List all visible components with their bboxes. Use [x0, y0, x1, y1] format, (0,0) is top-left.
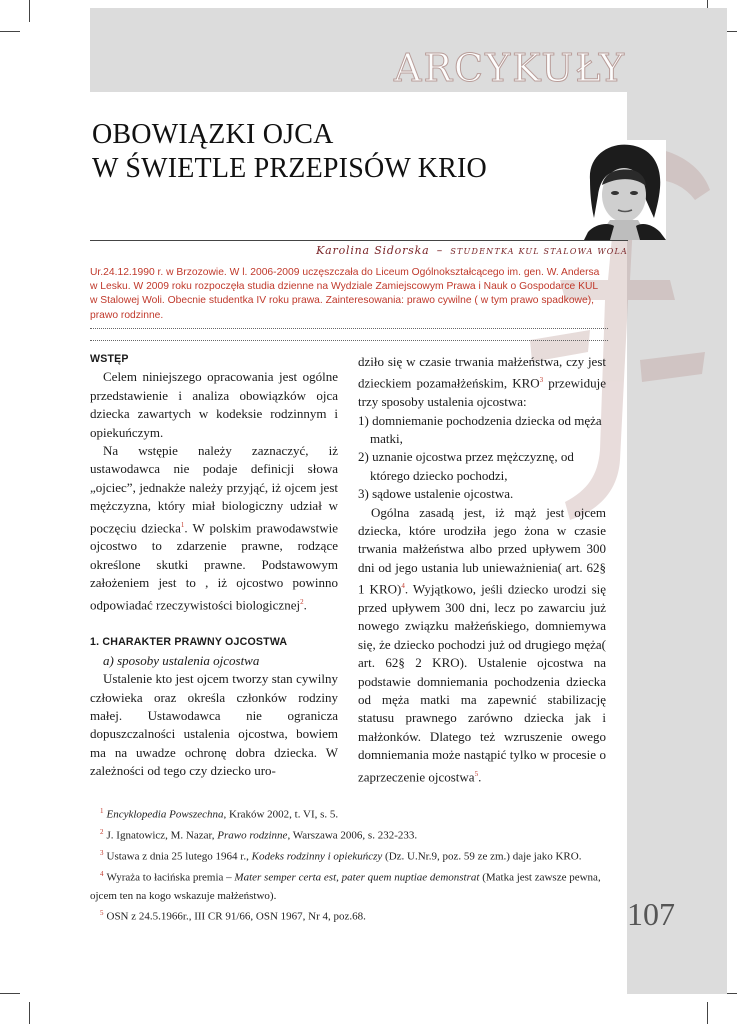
text-run: .	[303, 596, 307, 612]
footnote-italic: Kodeks rodzinny i opiekuńczy	[251, 850, 383, 863]
footnote	[90, 824, 608, 845]
crop-mark	[707, 1002, 708, 1024]
author-name: Karolina Sidorska	[316, 244, 430, 257]
footnote-text: (Matka jest zawsze pewna, ojcem ten na kogo wskazuje małżeństwo).	[90, 872, 601, 902]
footnote-text: , Kraków 2002, t. VI, s. 5.	[223, 808, 339, 821]
text-run: . W polskim prawodawstwie ojcostwo to zdarzenie prawne, rodzące określone skutki prawne. Podstawowym założeniem jest to , iż ojcostwo powinno odpowiadać rzeczywistości biologicznej	[90, 519, 338, 612]
heading-intro: WSTĘP	[90, 353, 129, 365]
page-number: 107	[627, 896, 675, 932]
paragraph	[358, 353, 606, 412]
footnote-number: 3	[100, 849, 104, 858]
footnote	[90, 803, 608, 824]
footnote-number: 5	[100, 909, 104, 918]
footnote-italic: Mater semper certa est, pater quem nuptiae demonstrat	[234, 872, 480, 885]
footnote-number: 2	[100, 828, 104, 837]
section-label: ARCYKUŁY	[394, 46, 626, 90]
footnote	[90, 845, 608, 866]
footnote	[90, 866, 608, 905]
footnote-text: (Dz. U.Nr.9, poz. 59 ze zm.) daje jako KRO.	[382, 850, 582, 863]
footnote-number: 1	[100, 807, 104, 815]
footnote	[90, 905, 608, 926]
article-title	[92, 118, 487, 186]
footnote-text: OSN z 24.5.1966r., III CR 91/66, OSN 1967, Nr 4, poz.68.	[106, 910, 366, 923]
footnote-text: J. Ignatowicz, M. Nazar,	[106, 829, 218, 842]
right-column	[358, 353, 606, 786]
text-run: przewiduje trzy sposoby ustalenia ojcostwa:	[358, 375, 606, 410]
title-line-2: W ŚWIETLE PRZEPISÓW KRIO	[92, 153, 487, 184]
heading-section-1: 1. CHARAKTER PRAWNY OJCOSTWA	[90, 636, 288, 649]
footnote-text: Ustawa z dnia 25 lutego 1964 r.,	[106, 850, 252, 863]
crop-mark	[29, 0, 30, 22]
footnote-text: , Warszawa 2006, s. 232-233.	[287, 829, 418, 842]
footnote-ref[interactable]: 5	[474, 769, 479, 778]
list-item: 3) sądowe ustalenie ojcostwa.	[358, 486, 514, 502]
text-run: .	[478, 768, 482, 784]
author-byline	[90, 240, 628, 257]
author-affiliation: STUDENTKA KUL STALOWA WOLA	[450, 247, 628, 256]
title-line-1: OBOWIĄZKI OJCA	[92, 119, 334, 150]
crop-mark	[0, 31, 20, 32]
crop-mark	[29, 1002, 30, 1024]
paragraph	[358, 504, 606, 787]
paragraph: Ustalenie kto jest ojcem tworzy stan cywilny człowieka oraz określa członków rodziny małej. Ustawodawca nie ogranicza dopuszczalności ustalenia ojcostwa, bowiem ma na uwadze ochronę dobra dziecka. W zależności od tego czy dziecko uro-	[90, 671, 338, 779]
footnote-number: 4	[100, 870, 104, 879]
left-column	[90, 350, 338, 781]
author-photo	[580, 140, 666, 240]
footnote-ref[interactable]: 2	[300, 597, 304, 606]
byline-dash: –	[436, 244, 444, 257]
text-run: dziło się w czasie trwania małżeństwa, czy jest dzieckiem pozamałżeńskim, KRO	[358, 354, 606, 391]
text-run: Na wstępie należy zaznaczyć, iż ustawodawca nie podaje definicji słowa „ojciec”, jednakże należy przyjąć, iż ojcem jest mężczyzna, który miał biologiczny udział w poczęciu dziecka	[90, 443, 338, 535]
dotted-divider	[90, 340, 608, 341]
paragraph: Celem niniejszego opracowania jest ogólne przedstawienie i analiza obowiązków ojca dziecka zawartych w kodeksie rodzinnym i opiekuńczym.	[90, 369, 338, 440]
footnote-italic: Prawo rodzinne	[217, 829, 288, 842]
spacer	[90, 614, 338, 633]
dotted-divider	[90, 328, 608, 329]
text-run: Ogólna zasadą jest, iż mąż jest ojcem dziecka, które urodziła jego żona w czasie trwania małżeństwa albo przed upływem 300 dni od jego ustania lub unieważnienia( art. 62§ 1 KRO)	[358, 504, 606, 597]
list-item: 2) uznanie ojcostwa przez mężczyznę, od którego dziecko pochodzi,	[358, 449, 574, 483]
paragraph	[90, 442, 338, 614]
footnote-ref[interactable]: 3	[539, 376, 544, 385]
subheading: a) sposoby ustalenia ojcostwa	[103, 652, 260, 668]
footnote-italic: Encyklopedia Powszechna	[106, 808, 224, 821]
footnote-ref[interactable]: 4	[401, 582, 405, 591]
list-item: 1) domniemanie pochodzenia dziecka od męża matki,	[358, 412, 602, 446]
author-bio: Ur.24.12.1990 r. w Brzozowie. W l. 2006-2009 uczęszczała do Liceum Ogólnokształcącego im. gen. W. Andersa w Lesku. W 2009 roku rozpoczęła studia dzienne na Wydziale Zamiejscowym Prawa i Nauk o Gospodarce KUL w Stalowej Woli. Obecnie studentka IV roku prawa. Zainteresowania: prawo cywilne ( w tym prawo spadkowe), prawo rodzinne.	[90, 267, 600, 321]
footnotes	[90, 803, 608, 926]
footnote-text: Wyraża to łacińska premia –	[106, 872, 235, 885]
footnote-ref[interactable]: 1	[180, 520, 185, 529]
crop-mark	[0, 993, 20, 994]
text-run: . Wyjątkowo, jeśli dziecko urodzi się przed upływem 300 dni, lecz po zawarciu już nowego związku małżeńskiego, domniemywa się, że dziecko pochodzi już od drugiego męża( art. 62§ 2 KRO). Ustalenie ojcostwa na podstawie domniemania pochodzenia dziecka od męża matki ma zapewnić stabilizację statusu prawnego zarówno dziecka jak i małżonków. Dlatego też wzruszenie owego domniemania może nastąpić tylko w procesie o zaprzeczenie ojcostwa	[358, 581, 607, 784]
